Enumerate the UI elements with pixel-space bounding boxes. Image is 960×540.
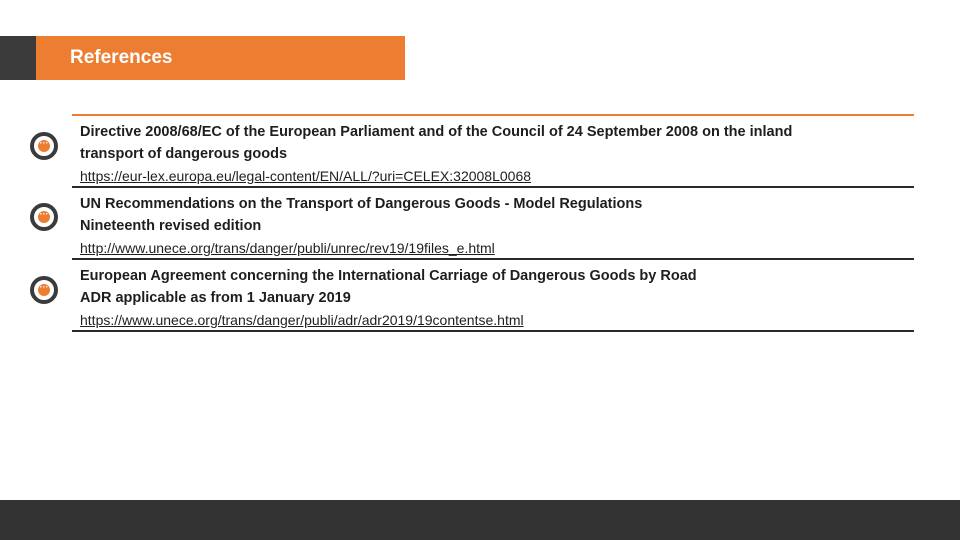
reference-title-line: European Agreement concerning the International Carriage of Dangerous Goods by Road <box>80 268 697 284</box>
reference-divider <box>72 330 914 332</box>
reference-item <box>72 116 914 188</box>
bullet-dot-icon <box>38 284 50 296</box>
footer-bar <box>0 500 960 540</box>
reference-subtitle-line: Nineteenth revised edition <box>80 218 262 234</box>
reference-subtitle-line: ADR applicable as from 1 January 2019 <box>80 290 351 306</box>
reference-link[interactable]: http://www.unece.org/trans/danger/publi/unrec/rev19/19files_e.html <box>80 240 495 256</box>
reference-title-line: UN Recommendations on the Transport of Dangerous Goods - Model Regulations <box>80 196 643 212</box>
title-accent-block <box>0 36 36 80</box>
bullet-dot-icon <box>38 140 50 152</box>
bullet-dot-icon <box>38 211 50 223</box>
reference-text <box>80 193 910 259</box>
reference-item <box>72 188 914 260</box>
reference-text <box>80 265 910 331</box>
reference-link[interactable]: https://www.unece.org/trans/danger/publi/adr/adr2019/19contentse.html <box>80 312 524 328</box>
page-title: References <box>70 47 173 68</box>
reference-item <box>72 260 914 332</box>
reference-text <box>80 121 910 187</box>
bullet-marker-icon <box>30 132 58 160</box>
reference-title-line: Directive 2008/68/EC of the European Parliament and of the Council of 24 September 2008 on the inland <box>80 124 793 140</box>
reference-link[interactable]: https://eur-lex.europa.eu/legal-content/EN/ALL/?uri=CELEX:32008L0068 <box>80 168 532 184</box>
reference-subtitle-line: transport of dangerous goods <box>80 146 288 162</box>
bullet-marker-icon <box>30 203 58 231</box>
bullet-marker-icon <box>30 276 58 304</box>
